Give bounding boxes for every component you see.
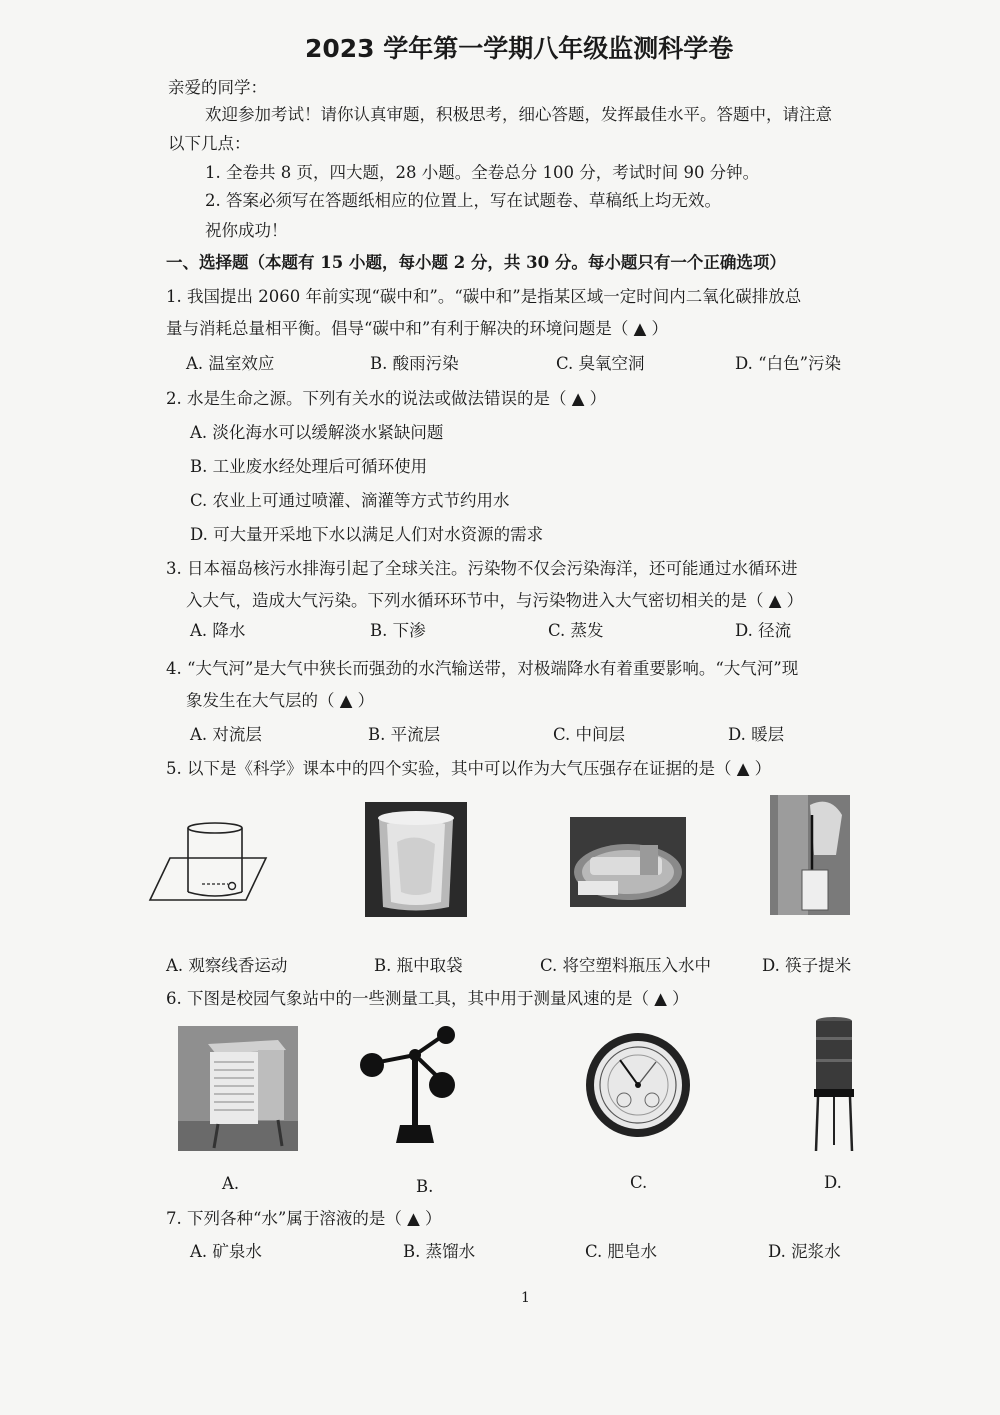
incense-experiment-figure xyxy=(148,820,270,905)
bottle-bag-experiment-photo xyxy=(365,802,467,917)
barometer-figure xyxy=(584,1030,692,1140)
section-heading: 一、选择题（本题有 15 小题，每小题 2 分，共 30 分。每小题只有一个正确选项） xyxy=(166,253,786,272)
plastic-bottle-water-photo xyxy=(570,817,686,907)
q7-option-a: A. 矿泉水 xyxy=(190,1242,262,1261)
q5-option-a: A. 观察线香运动 xyxy=(166,956,288,975)
q2-option-b: B. 工业废水经处理后可循环使用 xyxy=(190,457,428,476)
q2-stem: 2. 水是生命之源。下列有关水的说法或做法错误的是（ ▲ ） xyxy=(166,389,607,408)
q7-option-b: B. 蒸馏水 xyxy=(403,1242,476,1261)
q1-option-a: A. 温室效应 xyxy=(186,354,275,373)
q1-option-c: C. 臭氧空洞 xyxy=(556,354,645,373)
q3-option-d: D. 径流 xyxy=(735,621,792,640)
q3-option-c: C. 蒸发 xyxy=(548,621,604,640)
anemometer-figure xyxy=(360,1025,470,1150)
chopsticks-rice-photo xyxy=(770,795,850,915)
q7-option-c: C. 肥皂水 xyxy=(585,1242,658,1261)
q4-option-a: A. 对流层 xyxy=(190,725,262,744)
intro-welcome-line1: 欢迎参加考试！请你认真审题，积极思考，细心答题，发挥最佳水平。答题中，请注意 xyxy=(205,105,832,124)
q4-option-b: B. 平流层 xyxy=(368,725,441,744)
q4-stem-line1: 4. “大气河”是大气中狭长而强劲的水汽输送带，对极端降水有着重要影响。“大气河”现 xyxy=(166,659,799,678)
q4-option-d: D. 暖层 xyxy=(728,725,785,744)
q5-option-c: C. 将空塑料瓶压入水中 xyxy=(540,956,712,975)
q1-option-b: B. 酸雨污染 xyxy=(370,354,459,373)
q7-option-d: D. 泥浆水 xyxy=(768,1242,841,1261)
q1-option-d: D. “白色”污染 xyxy=(735,354,842,373)
intro-welcome-line2: 以下几点： xyxy=(168,134,251,153)
q6-option-b: B. xyxy=(416,1177,434,1196)
q4-stem-line2: 象发生在大气层的（ ▲ ） xyxy=(186,691,375,710)
q1-stem-line2: 量与消耗总量相平衡。倡导“碳中和”有利于解决的环境问题是（ ▲ ） xyxy=(166,319,669,338)
intro-note-2: 2. 答案必须写在答题纸相应的位置上，写在试题卷、草稿纸上均无效。 xyxy=(205,191,721,210)
page-number: 1 xyxy=(521,1290,530,1306)
q6-option-d: D. xyxy=(824,1173,842,1192)
q3-option-b: B. 下渗 xyxy=(370,621,426,640)
q4-option-c: C. 中间层 xyxy=(553,725,626,744)
q5-stem: 5. 以下是《科学》课本中的四个实验，其中可以作为大气压强存在证据的是（ ▲ ） xyxy=(166,759,772,778)
q6-option-c: C. xyxy=(630,1173,648,1192)
q2-option-c: C. 农业上可通过喷灌、滴灌等方式节约用水 xyxy=(190,491,510,510)
page-title: 2023 学年第一学期八年级监测科学卷 xyxy=(305,34,734,63)
intro-note-1: 1. 全卷共 8 页，四大题，28 小题。全卷总分 100 分，考试时间 90 分钟。 xyxy=(205,163,760,182)
intro-wish: 祝你成功！ xyxy=(205,221,288,240)
q5-option-d: D. 筷子提米 xyxy=(762,956,852,975)
q5-option-b: B. 瓶中取袋 xyxy=(374,956,463,975)
q1-stem-line1: 1. 我国提出 2060 年前实现“碳中和”。“碳中和”是指某区域一定时间内二氧化碳排放总 xyxy=(166,287,802,306)
q3-option-a: A. 降水 xyxy=(190,621,246,640)
rain-gauge-figure xyxy=(810,1015,858,1155)
intro-greeting: 亲爱的同学： xyxy=(168,78,267,97)
q3-stem-line1: 3. 日本福岛核污水排海引起了全球关注。污染物不仅会污染海洋，还可能通过水循环进 xyxy=(166,559,798,578)
q2-option-d: D. 可大量开采地下水以满足人们对水资源的需求 xyxy=(190,525,544,544)
q2-option-a: A. 淡化海水可以缓解淡水紧缺问题 xyxy=(190,423,444,442)
q6-stem: 6. 下图是校园气象站中的一些测量工具，其中用于测量风速的是（ ▲ ） xyxy=(166,989,689,1008)
q6-option-a: A. xyxy=(222,1174,240,1193)
weather-shelter-photo xyxy=(178,1026,298,1151)
q7-stem: 7. 下列各种“水”属于溶液的是（ ▲ ） xyxy=(166,1209,442,1228)
q3-stem-line2: 入大气，造成大气污染。下列水循环环节中，与污染物进入大气密切相关的是（ ▲ ） xyxy=(186,591,804,610)
